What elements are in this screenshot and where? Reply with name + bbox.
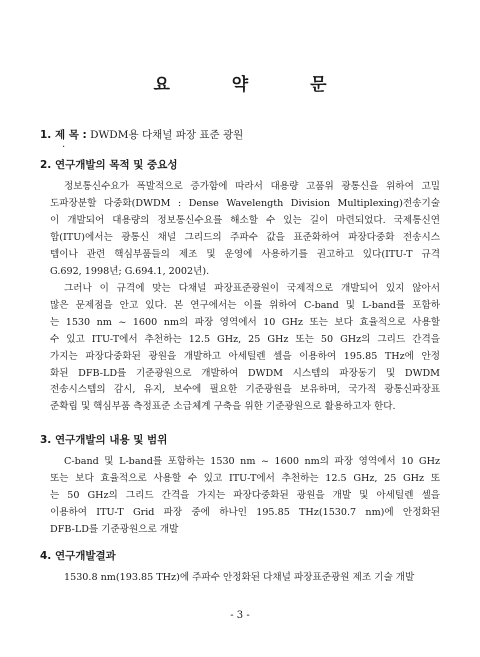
dot-mark: . [62,139,66,150]
title-label: 1. 제 목 : [40,129,87,141]
text-line: 합(ITU)에서는 광통신 채널 그리드의 주파수 값을 표준화하여 파장다중화 전송시스 [50,231,440,243]
text-line: 전송시스템의 감시, 유지, 보수에 필요한 기준광원을 보유하며, 국가적 광통신파장표 [50,384,440,396]
text-line: 많은 문제점을 안고 있다. 본 연구에서는 이를 위하여 C-band 및 L-band를 포함하 [50,299,440,311]
text-line: 화된 DFB-LD를 기준광원으로 개발하여 DWDM 시스템의 파장동기 및 DWDM [50,367,440,379]
paragraph-results [50,570,440,587]
title-value: DWDM용 다채널 파장 표준 광원 [90,129,244,141]
project-title-line [40,127,243,142]
text-line: 또는 보다 효율적으로 사용할 수 있고 ITU-T에서 추천하는 12.5 GHz, 25 GHz 또 [50,472,440,484]
paragraph-scope [50,454,440,539]
text-line: 이 개발되어 대용량의 정보통신수요를 해소할 수 있는 길이 마련되었다. 국제통신연 [50,214,440,226]
text-line: 수 있고 ITU-T에서 추천하는 12.5 GHz, 25 GHz 또는 50 GHz의 그리드 간격을 [50,333,440,345]
section-heading-results: 4. 연구개발결과 [40,550,116,562]
text-line: 는 50 GHz의 그리드 간격을 가지는 파장다중화된 광원을 개발 및 아세틸렌 셀을 [50,489,440,501]
text-line: C-band 및 L-band를 포함하는 1530 nm ~ 1600 nm의 파장 영역에서 10 GHz [64,456,440,467]
text-line: 가지는 파장다중화된 광원을 개발하고 아세틸렌 셀을 이용하여 195.85 THz에 안정 [50,350,440,362]
text-line: 준확립 및 핵심부품 측정표준 소급체계 구축을 위한 기준광원으로 활용하고자 한다. [50,401,396,413]
text-line: 도파장분할 다중화(DWDM : Dense Wavelength Division Multiplexing)전송기술 [50,197,440,209]
paragraph-purpose-2 [50,281,440,416]
text-line: 는 1530 nm ~ 1600 nm의 파장 영역에서 10 GHz 또는 보다 효율적으로 사용할 [50,316,440,328]
text-line: 정보통신수요가 폭발적으로 증가함에 따라서 대용량 고품위 광통신을 위하여 고밀 [64,181,440,192]
text-line: G.692, 1998년; G.694.1, 2002년). [50,265,210,277]
page-number: - 3 - [230,610,250,621]
text-line: 이용하여 ITU-T Grid 파장 중에 하나인 195.85 THz(1530.7 nm)에 안정화된 [50,506,440,518]
text-line: 그러나 이 규격에 맞는 다채널 파장표준광원이 국제적으로 개발되어 있지 않아서 [64,283,440,294]
paragraph-purpose-1 [50,179,440,280]
text-line: 1530.8 nm(193.85 THz)에 주파수 안정화된 다채널 파장표준광원 제조 기술 개발 [64,572,415,583]
text-line: DFB-LD를 기준광원으로 개발 [50,523,179,535]
text-line: 템이나 관련 핵심부품들의 제조 및 운영에 사용하기를 권고하고 있다(ITU-T 규격 [50,248,440,260]
page-title: 요 약 문 [153,75,355,95]
section-heading-scope: 3. 연구개발의 내용 및 범위 [40,434,168,446]
section-heading-purpose: 2. 연구개발의 목적 및 중요성 [40,159,178,171]
